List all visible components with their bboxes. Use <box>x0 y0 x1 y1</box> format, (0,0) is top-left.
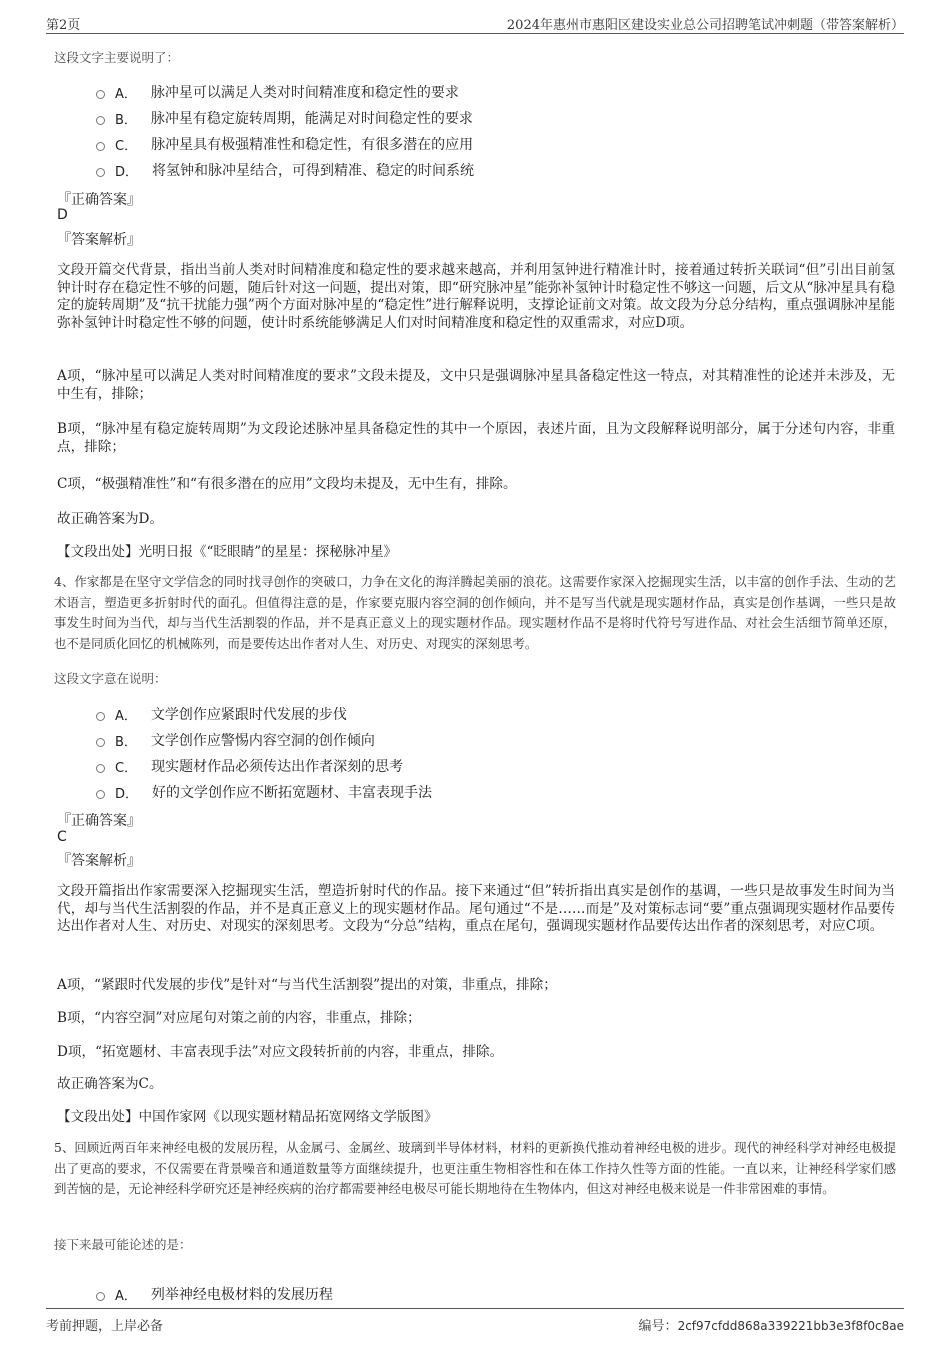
q4-answer: C <box>57 829 67 845</box>
option-text: 将氢钟和脉冲星结合，可得到精准、稳定的时间系统 <box>152 163 475 179</box>
q3-prompt: 这段文字主要说明了： <box>54 50 180 65</box>
option-text: 列举神经电极材料的发展历程 <box>150 1287 333 1303</box>
option-letter: B． <box>115 734 137 750</box>
q3-option-c[interactable] <box>96 134 473 154</box>
page-footer <box>0 1308 950 1345</box>
q4-source: 【文段出处】中国作家网《以现实题材精品拓宽网络文学版图》 <box>57 1109 438 1125</box>
radio-icon[interactable] <box>96 116 105 125</box>
q4-option-d[interactable] <box>96 782 432 802</box>
option-letter: B． <box>115 112 137 128</box>
document-code <box>639 1315 904 1334</box>
option-letter: C． <box>115 760 138 776</box>
q4-analysis-label: 『答案解析』 <box>57 853 141 869</box>
footer-divider <box>46 1308 904 1309</box>
q4-option-a[interactable] <box>96 704 347 724</box>
q4-analysis: 文段开篇指出作家需要深入挖掘现实生活，塑造折射时代的作品。接下来通过“但”转折指出真实是创作的基调，一些只是故事发生时间为当代，却与当代生活割裂的作品，并不是真正意义上的现实题材作品。尾句通过“不是……而是”及对策标志词“要”重点强调现实题材作品要传达出作者对人生、对历史、对现实的深刻思考。文段为“分总”结构，重点在尾句，强调现实题材作品要传达出作者的深刻思考，对应C项。 <box>57 883 895 934</box>
option-text: 文学创作应紧跟时代发展的步伐 <box>150 707 347 723</box>
q5-prompt: 接下来最可能论述的是： <box>54 1237 192 1252</box>
q3-answer: D <box>57 207 68 223</box>
q3-analysis: 文段开篇交代背景，指出当前人类对时间精准度和稳定性的要求越来越高，并利用氢钟进行精准计时，接着通过转折关联词“但”引出目前氢钟计时存在稳定性不够的问题，随后针对这一问题，提出对策，即“研究脉冲星”能弥补氢钟计时稳定性不够这一问题，后文从“脉冲星具有稳定的旋转周期”及“抗干扰能力强”两个方面对脉冲星的“稳定性”进行解释说明，支撑论证前文对策。故文段为分总分结构，重点强调脉冲星能弥补氢钟计时稳定性不够的问题，使计时系统能够满足人们对时间精准度和稳定性的双重需求，对应D项。 <box>57 262 895 331</box>
option-letter: A． <box>115 1288 137 1304</box>
q4-note-b: B项，“内容空洞”对应尾句对策之前的内容，非重点，排除； <box>57 1010 421 1026</box>
option-text: 脉冲星有稳定旋转周期，能满足对时间稳定性的要求 <box>150 111 473 127</box>
q3-note-c: C项，“极强精准性”和“有很多潜在的应用”文段均未提及，无中生有，排除。 <box>57 476 517 492</box>
q3-note-a: A项，“脉冲星可以满足人类对时间精准度的要求”文段未提及，文中只是强调脉冲星具备稳定性这一特点，对其精准性的论述并未涉及，无中生有，排除； <box>57 368 895 402</box>
option-text: 脉冲星具有极强精准性和稳定性，有很多潜在的应用 <box>151 137 474 153</box>
q3-analysis-label: 『答案解析』 <box>57 232 141 248</box>
q4-passage: 4、作家都是在坚守文学信念的同时找寻创作的突破口，力争在文化的海洋腾起美丽的浪花。这需要作家深入挖掘现实生活，以丰富的创作手法、生动的艺术语言，塑造更多折射时代的面孔。但值得注意的是，作家要克服内容空洞的创作倾向，并不是写当代就是现实题材作品，真实是创作基调，一些只是故事发生时间为当代，却与当代生活割裂的作品，并不是真正意义上的现实题材作品。现实题材作品不是将时代符号写进作品、对社会生活细节简单还原，也不是同质化回忆的机械陈列，而是要传达出作者对人生、对历史、对现实的深刻思考。 <box>54 574 896 651</box>
option-text: 脉冲星可以满足人类对时间精准度和稳定性的要求 <box>150 85 459 101</box>
q3-note-b: B项，“脉冲星有稳定旋转周期”为文段论述脉冲星具备稳定性的其中一个原因，表述片面，且为文段解释说明部分，属于分述句内容，非重点，排除； <box>57 421 895 455</box>
radio-icon[interactable] <box>96 142 105 151</box>
q3-option-b[interactable] <box>96 108 473 128</box>
code-label: 编号： <box>638 1319 678 1334</box>
document-title: 2024年惠州市惠阳区建设实业总公司招聘笔试冲刺题（带答案解析） <box>506 18 904 33</box>
radio-icon[interactable] <box>96 1292 105 1301</box>
q3-source: 【文段出处】光明日报《“眨眼睛”的星星：探秘脉冲星》 <box>57 544 398 560</box>
q4-prompt: 这段文字意在说明： <box>54 671 167 686</box>
option-text: 现实题材作品必须传达出作者深刻的思考 <box>151 759 404 775</box>
code-value: 2cf97cfdd868a339221bb3e3f8f0c8ae <box>677 1319 904 1333</box>
q4-note-d: D项，“拓宽题材、丰富表现手法”对应文段转折前的内容，非重点，排除。 <box>57 1044 504 1060</box>
radio-icon[interactable] <box>96 764 105 773</box>
q4-option-c[interactable] <box>96 756 403 776</box>
q3-option-a[interactable] <box>96 82 459 102</box>
option-text: 文学创作应警惕内容空洞的创作倾向 <box>150 733 375 749</box>
option-letter: A． <box>115 708 137 724</box>
q4-note-a: A项，“紧跟时代发展的步伐”是针对“与当代生活割裂”提出的对策，非重点，排除； <box>57 977 557 993</box>
option-letter: C． <box>115 138 138 154</box>
q5-passage: 5、回顾近两百年来神经电极的发展历程，从金属弓、金属丝、玻璃到半导体材料，材料的更新换代推动着神经电极的进步。现代的神经科学对神经电极提出了更高的要求，不仅需要在背景噪音和通道数量等方面继续提升，也更注重生物相容性和在体工作持久性等方面的性能。一直以来，让神经科学家们感到苦恼的是，无论神经科学研究还是神经疾病的治疗都需要神经电极尽可能长期地待在生物体内，但这对神经电极来说是一件非常困难的事情。 <box>54 1140 896 1196</box>
q4-option-b[interactable] <box>96 730 375 750</box>
q4-answer-label: 『正确答案』 <box>57 813 141 829</box>
option-letter: D． <box>115 786 139 802</box>
page-number: 第2页 <box>46 18 81 33</box>
option-text: 好的文学创作应不断拓宽题材、丰富表现手法 <box>152 785 433 801</box>
q3-conclusion: 故正确答案为D。 <box>57 511 164 527</box>
radio-icon[interactable] <box>96 790 105 799</box>
footer-slogan: 考前押题，上岸必备 <box>46 1319 164 1334</box>
radio-icon[interactable] <box>96 90 105 99</box>
page-header <box>0 0 950 36</box>
q5-option-a[interactable] <box>96 1284 333 1304</box>
radio-icon[interactable] <box>96 168 105 177</box>
option-letter: A． <box>115 86 137 102</box>
q4-conclusion: 故正确答案为C。 <box>57 1076 163 1092</box>
option-letter: D． <box>115 164 139 180</box>
radio-icon[interactable] <box>96 712 105 721</box>
header-divider <box>46 33 904 34</box>
radio-icon[interactable] <box>96 738 105 747</box>
q3-answer-label: 『正确答案』 <box>57 192 141 208</box>
q3-option-d[interactable] <box>96 160 474 180</box>
